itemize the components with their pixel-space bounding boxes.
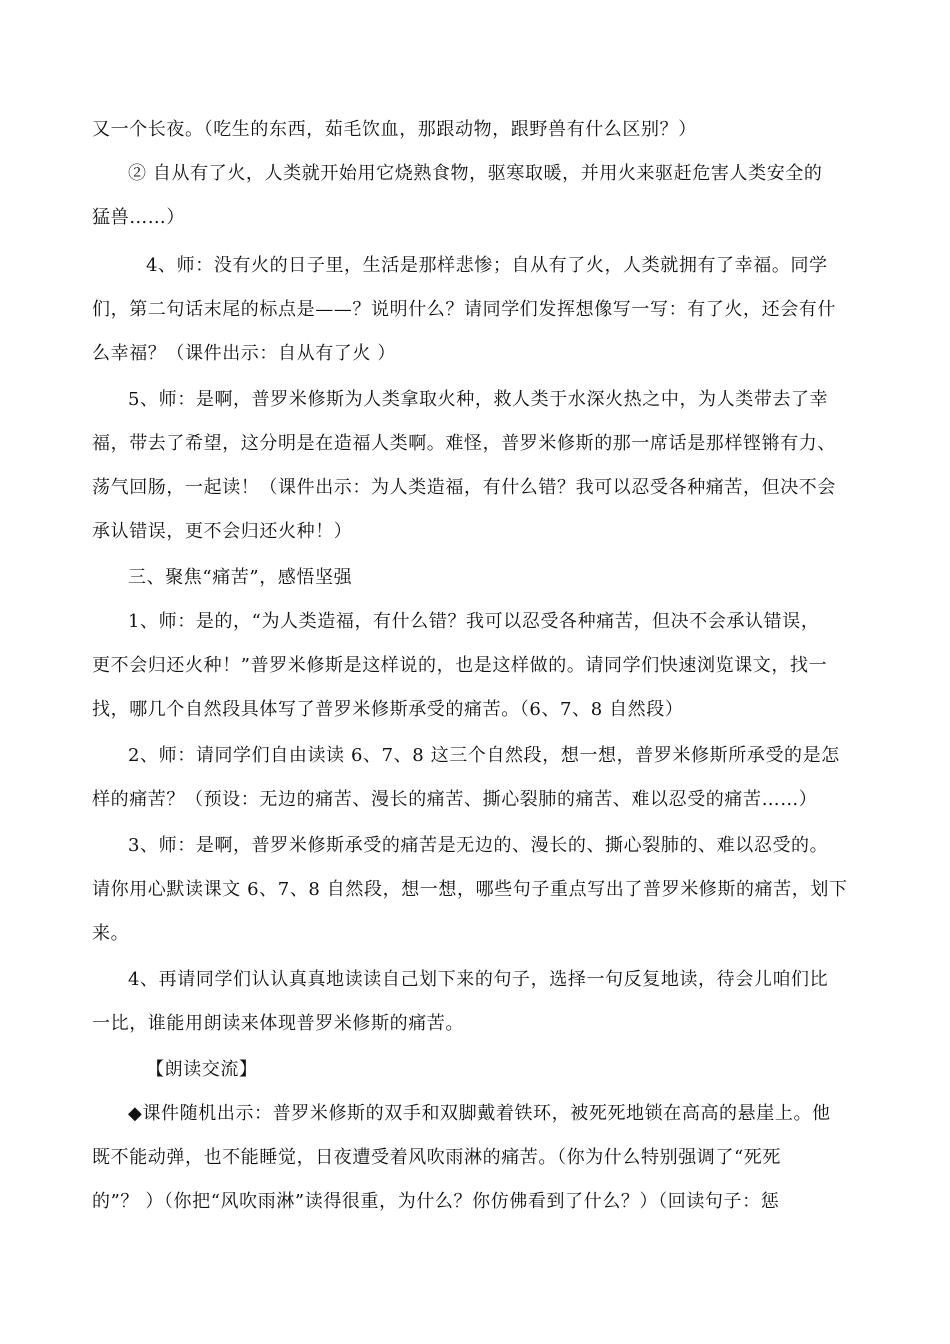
text-line: 又一个长夜。（吃生的东西，茹毛饮血，那跟动物，跟野兽有什么区别？） (92, 119, 697, 140)
text-line: 更不会归还火种！”普罗米修斯是这样说的，也是这样做的。请同学们快速浏览课文，找一 (92, 655, 828, 676)
text-line: 么幸福？（课件出示：自从有了火 ） (92, 343, 396, 364)
text-line: 4、师：没有火的日子里，生活是那样悲惨；自从有了火，人类就拥有了幸福。同学 (146, 255, 828, 276)
text-line: 找，哪几个自然段具体写了普罗米修斯承受的痛苦。（6、7、8 自然段） (92, 699, 684, 720)
text-line: ◆课件随机出示：普罗米修斯的双手和双脚戴着铁环，被死死地锁在高高的悬崖上。他 (128, 1103, 831, 1124)
text-line: 们，第二句话末尾的标点是——？说明什么？请同学们发挥想像写一写：有了火，还会有什 (92, 299, 836, 320)
text-line: 4、再请同学们认认真真地读读自己划下来的句子，选择一句反复地读，待会儿咱们比 (128, 969, 829, 990)
text-line: 的”？ ）（你把“风吹雨淋”读得很重，为什么？你仿佛看到了什么？）（回读句子：惩 (92, 1191, 780, 1212)
text-line: 一比，谁能用朗读来体现普罗米修斯的痛苦。 (92, 1013, 464, 1034)
text-line: 请你用心默读课文 6、7、8 自然段，想一想，哪些句子重点写出了普罗米修斯的痛苦，划下 (92, 879, 848, 900)
text-line: 1、师：是的，“为人类造福，有什么错？我可以忍受各种痛苦，但决不会承认错误， (128, 611, 820, 632)
text-line: ② 自从有了火，人类就开始用它烧熟食物，驱寒取暖，并用火来驱赶危害人类安全的 (128, 163, 823, 184)
section-heading: 三、聚焦“痛苦”，感悟坚强 (128, 567, 353, 588)
text-line: 来。 (92, 923, 130, 944)
text-line: 荡气回肠，一起读！（课件出示：为人类造福，有什么错？我可以忍受各种痛苦，但决不会 (92, 477, 836, 498)
text-line: 福，带去了希望，这分明是在造福人类啊。难怪，普罗米修斯的那一席话是那样铿锵有力、 (92, 433, 836, 454)
text-line: 3、师：是啊，普罗米修斯承受的痛苦是无边的、漫长的、撕心裂肺的、难以忍受的。 (128, 835, 829, 856)
section-label: 【朗读交流】 (146, 1059, 258, 1080)
text-line: 2、师：请同学们自由读读 6、7、8 这三个自然段，想一想，普罗米修斯所承受的是怎 (128, 745, 840, 766)
text-line: 猛兽……） (92, 207, 185, 228)
text-line: 5、师：是啊，普罗米修斯为人类拿取火种，救人类于水深火热之中，为人类带去了幸 (128, 389, 829, 410)
text-line: 承认错误，更不会归还火种！） (92, 521, 353, 542)
text-line: 样的痛苦？（预设：无边的痛苦、漫长的痛苦、撕心裂肺的痛苦、难以忍受的痛苦……） (92, 789, 818, 810)
text-line: 既不能动弹，也不能睡觉，日夜遭受着风吹雨淋的痛苦。（你为什么特别强调了“死死 (92, 1147, 781, 1168)
